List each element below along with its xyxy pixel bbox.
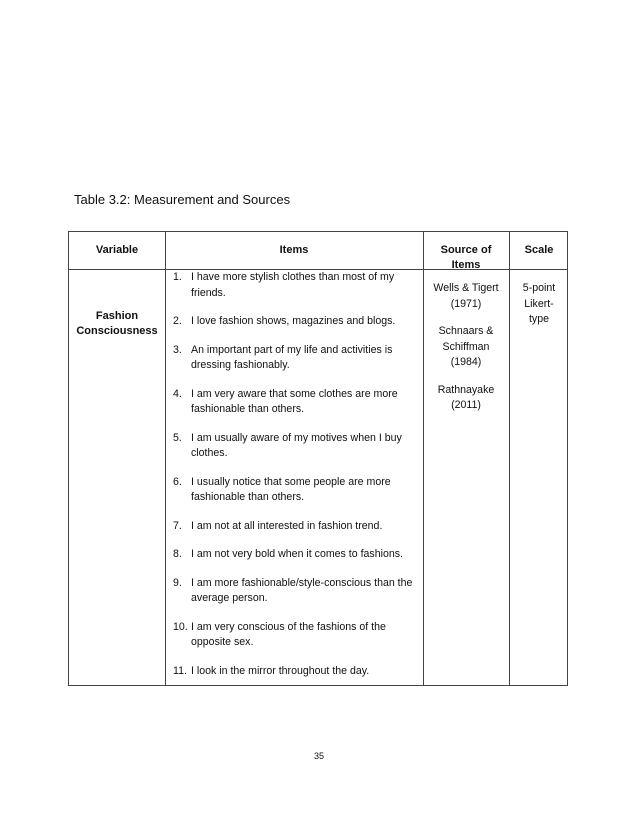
header-source-line1: Source of — [440, 244, 492, 256]
item-text: I have more stylish clothes than most of my friends. — [191, 271, 395, 299]
item-number: 7. — [173, 519, 182, 532]
source-line: Rathnayake — [437, 383, 495, 396]
list-item — [165, 576, 423, 607]
item-number: 4. — [173, 387, 182, 400]
source-line: (2011) — [451, 399, 481, 411]
item-number: 8. — [173, 548, 182, 560]
list-item — [165, 475, 423, 506]
list-item — [165, 431, 423, 462]
list-item — [165, 620, 423, 651]
source-line: (1971) — [450, 297, 482, 310]
item-text: I am very conscious of the fashions of the opposite sex. — [191, 620, 386, 648]
source-entry — [423, 281, 509, 312]
item-number: 5. — [173, 431, 182, 444]
item-text: I look in the mirror throughout the day. — [191, 664, 370, 677]
item-text: I am not at all interested in fashion trend. — [191, 519, 383, 532]
item-text: I am very aware that some clothes are more fashionable than others. — [191, 387, 398, 415]
item-number: 3. — [173, 343, 182, 356]
table-caption: Table 3.2: Measurement and Sources — [74, 192, 291, 207]
item-text: I am more fashionable/style-conscious than the average person. — [191, 576, 413, 604]
source-line: Schiffman — [442, 340, 490, 353]
source-line: (1984) — [450, 356, 482, 368]
item-text: I love fashion shows, magazines and blogs. — [191, 315, 396, 327]
items-list — [165, 270, 423, 679]
variable-label — [69, 309, 165, 339]
source-line: Schnaars & — [438, 325, 494, 337]
item-text: An important part of my life and activities is dressing fashionably. — [191, 343, 393, 371]
source-line: Wells & Tigert — [433, 282, 499, 294]
list-item — [165, 387, 423, 418]
item-number: 10. — [173, 620, 188, 633]
variable-label-line1: Fashion — [95, 310, 139, 322]
scale-line: Likert- — [524, 297, 554, 310]
measurement-table — [68, 231, 568, 686]
variable-label-line2: Consciousness — [76, 325, 158, 337]
item-number: 2. — [173, 315, 182, 327]
source-entry — [423, 383, 509, 414]
list-item — [165, 664, 423, 680]
item-text: I am not very bold when it comes to fashions. — [191, 548, 403, 560]
item-number: 11. — [173, 664, 187, 677]
list-item — [165, 547, 423, 563]
header-variable: Variable — [95, 244, 139, 256]
header-source — [423, 243, 509, 273]
header-items: Items — [279, 244, 309, 256]
scale-cell — [509, 281, 569, 328]
item-number: 6. — [173, 475, 182, 488]
header-scale: Scale — [524, 244, 554, 256]
scale-line: type — [528, 313, 550, 325]
source-entry — [423, 324, 509, 371]
item-number: 1. — [173, 271, 182, 283]
item-text: I am usually aware of my motives when I buy clothes. — [191, 431, 402, 459]
scale-line: 5-point — [522, 282, 556, 294]
list-item — [165, 270, 423, 301]
list-item — [165, 519, 423, 535]
item-number: 9. — [173, 576, 182, 589]
item-text: I usually notice that some people are more fashionable than others. — [191, 475, 391, 503]
page-number: 35 — [313, 751, 324, 761]
list-item — [165, 314, 423, 330]
list-item — [165, 343, 423, 374]
sources-cell — [423, 281, 509, 426]
header-source-line2: Items — [451, 259, 481, 271]
